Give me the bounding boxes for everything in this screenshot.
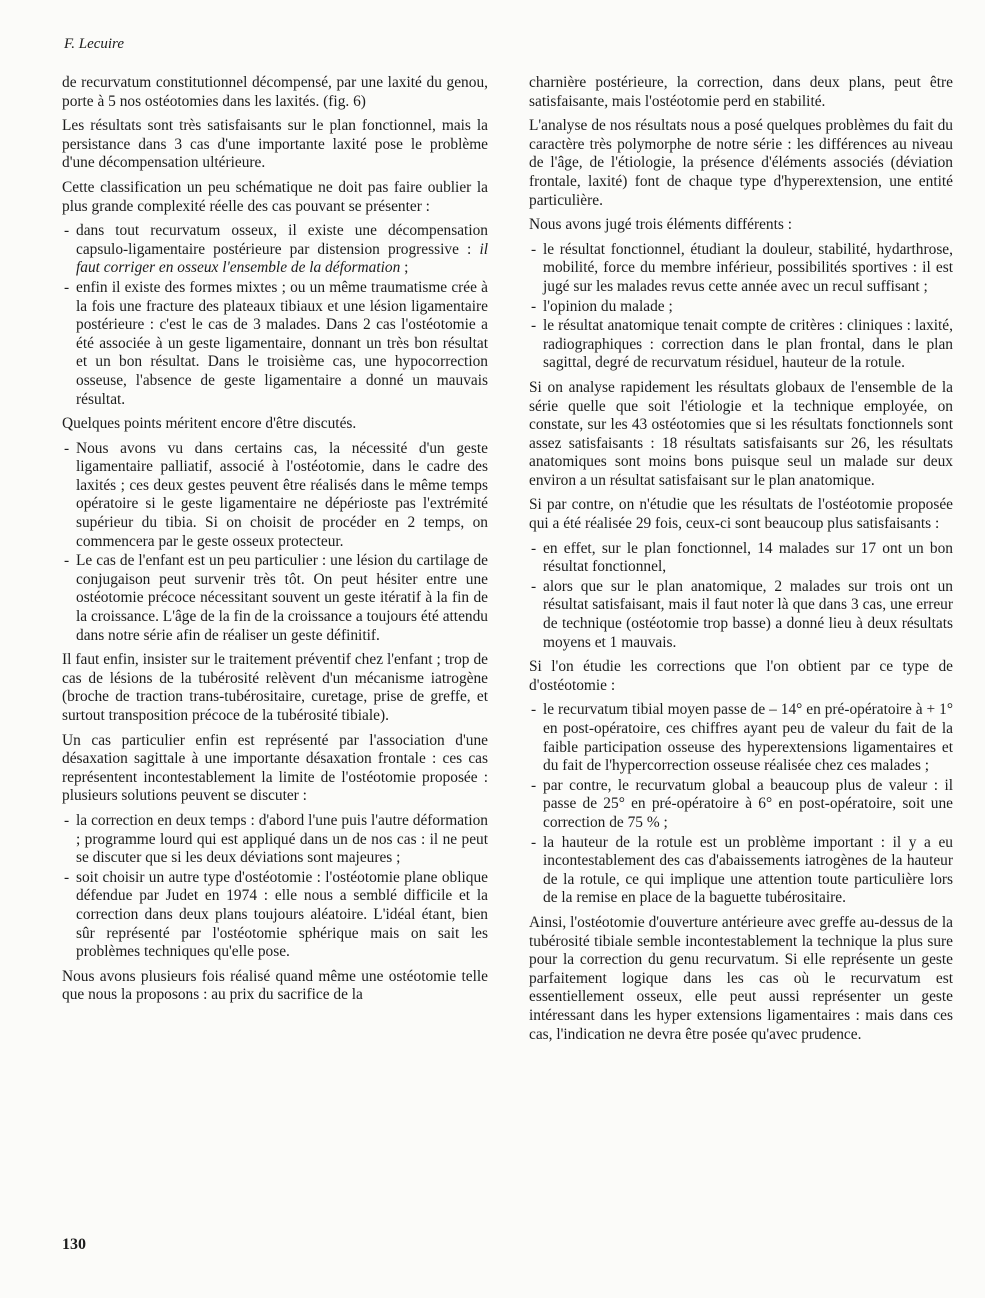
list-item: - alors que sur le plan anatomique, 2 malades sur trois ont un résultat satisfaisant, mais il faut noter là que dans 3 cas, une erreur de technique (ostéotomie trop basse) a donné lieu à deux résultats moyens et 1 mauvais. <box>529 578 953 652</box>
paragraph: Un cas particulier enfin est représenté par l'association d'une désaxation sagittale à une importante désaxation frontale : ces cas représentent incontestablement la limite de l'ostéotomie proposée : plusieurs solutions peuvent se discuter : <box>62 731 488 805</box>
list-item: - le recurvatum tibial moyen passe de – 14° en pré-opératoire à + 1° en post-opératoire, ces chiffres ayant peu de valeur du fait de la faible participation osseuse des hyperextensions ligamentaires et du fait de l'hypercorrection osseuse réalisée chez ces malades ; <box>529 701 953 775</box>
paragraph: Ainsi, l'ostéotomie d'ouverture antérieure avec greffe au-dessus de la tubérosité tibiale semble incontestablement la technique la plus sure pour la correction du genu recurvatum. Si elle représente un geste parfaitement logique dans les cas où le recurvatum est essentiellement osseux, elle peut aussi représenter un geste intéressant dans les hyper extensions ligamentaires : mais dans ces cas, l'indication ne devra être posée qu'avec prudence. <box>529 913 953 1043</box>
running-header-author: F. Lecuire <box>64 36 124 52</box>
paragraph: Il faut enfin, insister sur le traitement préventif chez l'enfant ; trop de cas de lésions de la tubérosité relèvent d'un mécanisme iatrogène (broche de traction trans-tubérositaire, curetage, prise de greffe, et surtout transposition précoce de la tubérosité tibiale). <box>62 651 488 724</box>
paragraph: Nous avons plusieurs fois réalisé quand même une ostéotomie telle que nous la proposons : au prix du sacrifice de la <box>62 967 488 1004</box>
paragraph: Quelques points méritent encore d'être discutés. <box>62 415 357 433</box>
paragraph: Si l'on étudie les corrections que l'on obtient par ce type de d'ostéotomie : <box>529 658 953 694</box>
bullet-list <box>62 812 488 962</box>
bullet-list <box>529 540 953 653</box>
list-item: - Le cas de l'enfant est un peu particulier : une lésion du cartilage de conjugaison peut survenir très tôt. On peut hésiter entre une ostéotomie précoce nécessitant souvent un geste itératif à la fin de la croissance. L'âge de la fin de la croissance a toujours été attendu dans notre série afin de réaliser un geste définitif. <box>62 552 488 645</box>
paragraph: Si on analyse rapidement les résultats globaux de l'ensemble de la série quelle que soit l'étiologie et la technique employée, on constate, sur les 43 ostéotomies que si les résultats fonctionnels sont assez satisfaisants : 18 résultats satisfaisants sur 26, les résultats anatomiques sont moins bons puisque seul un malade sur deux environ a un résultat satisfaisant sur le plan anatomique. <box>529 378 953 489</box>
bullet-list <box>62 222 488 409</box>
right-column <box>529 74 953 1050</box>
paragraph: Les résultats sont très satisfaisants sur le plan fonctionnel, mais la persistance dans 3 cas d'une importante laxité pose le problème d'une décompensation ultérieure. <box>62 117 488 172</box>
list-item: - la correction en deux temps : d'abord l'une puis l'autre déformation ; programme lourd qui est appliqué dans un de nos cas : il ne peut se discuter que si les deux déviations sont majeures ; <box>62 812 488 868</box>
bullet-list <box>529 241 953 373</box>
bullet-list <box>62 440 488 646</box>
paragraph: Nous avons jugé trois éléments différents : <box>529 216 793 234</box>
list-item: - le résultat anatomique tenait compte de critères : cliniques : laxité, radiographiques : correction dans le plan frontal, dans le plan sagittal, degré de recurvatum résiduel, hauteur de la rotule. <box>529 317 953 373</box>
list-item: - en effet, sur le plan fonctionnel, 14 malades sur 17 ont un bon résultat fonctionnel, <box>529 540 953 577</box>
paragraph: charnière postérieure, la correction, dans deux plans, peut être satisfaisante, mais l'ostéotomie perd en stabilité. <box>529 74 953 110</box>
list-item: - dans tout recurvatum osseux, il existe une décompensation capsulo-ligamentaire postérieure par distension progressive : il faut corriger en osseux l'ensemble de la déformation ; <box>62 222 488 278</box>
list-item: - soit choisir un autre type d'ostéotomie : l'ostéotomie plane oblique défendue par Judet en 1974 : elle nous a semblé difficile et la correction dans deux plans toujours aléatoire. L'idéal étant, bien sûr représenté par l'ostéotomie sphérique mais on sait les problèmes techniques qu'elle pose. <box>62 869 488 962</box>
bullet-list <box>529 701 953 908</box>
list-item: - Nous avons vu dans certains cas, la nécessité d'un geste ligamentaire palliatif, associé à l'ostéotomie, dans le cadre des laxités ; ces deux gestes peuvent être réalisés dans le même temps opératoire si le geste ligamentaire ne dépérioste pas l'extrémité supérieur du tibia. Si on choisit de procéder en 2 temps, on commencera par le geste osseux protecteur. <box>62 440 488 552</box>
paragraph: L'analyse de nos résultats nous a posé quelques problèmes du fait du caractère très polymorphe de notre série : les différences au niveau de l'âge, de l'étiologie, la présence d'éléments associés (déviation frontale, laxité) font de chaque type d'hyperextension, une entité particulière. <box>529 117 953 209</box>
list-item: - le résultat fonctionnel, étudiant la douleur, stabilité, hydarthrose, mobilité, force du membre inférieur, possibilités sportives : il est jugé sur les malades revus cette année avec un recul suffisant ; <box>529 241 953 297</box>
list-item: - la hauteur de la rotule est un problème important : il y a eu incontestablement des cas d'abaissements iatrogènes de la hauteur de la rotule, ce qui implique une attention toute particulière lors de la remise en place de la baguette tubérositaire. <box>529 834 953 908</box>
list-item: - l'opinion du malade ; <box>529 298 953 317</box>
paragraph: Si par contre, on n'étudie que les résultats de l'ostéotomie proposée qui a été réalisée 29 fois, ceux-ci sont beaucoup plus satisfaisants : <box>529 496 953 533</box>
page-number: 130 <box>62 1236 86 1253</box>
list-item: - enfin il existe des formes mixtes ; ou un même traumatisme crée à la fois une fracture des plateaux tibiaux et une lésion ligamentaire postérieure : c'est le cas de 3 malades. Dans 2 cas l'ostéotomie a été associée à un geste ligamentaire, donnant un très bon résultat et un bon résultat. Dans le troisième cas, une hypocorrection osseuse, l'absence de geste ligamentaire a donné un mauvais résultat. <box>62 279 488 409</box>
emphasis-text: il faut corriger en osseux l'ensemble de la déformation <box>76 240 488 277</box>
paragraph: Cette classification un peu schématique ne doit pas faire oublier la plus grande complexité réelle des cas pouvant se présenter : <box>62 178 488 215</box>
left-column <box>62 74 488 1011</box>
paragraph: de recurvatum constitutionnel décompensé, par une laxité du genou, porte à 5 nos ostéotomies dans les laxités. (fig. 6) <box>62 74 488 110</box>
list-item: - par contre, le recurvatum global a beaucoup plus de valeur : il passe de 25° en pré-opératoire à 6° en post-opératoire, soit une correction de 75 % ; <box>529 777 953 833</box>
